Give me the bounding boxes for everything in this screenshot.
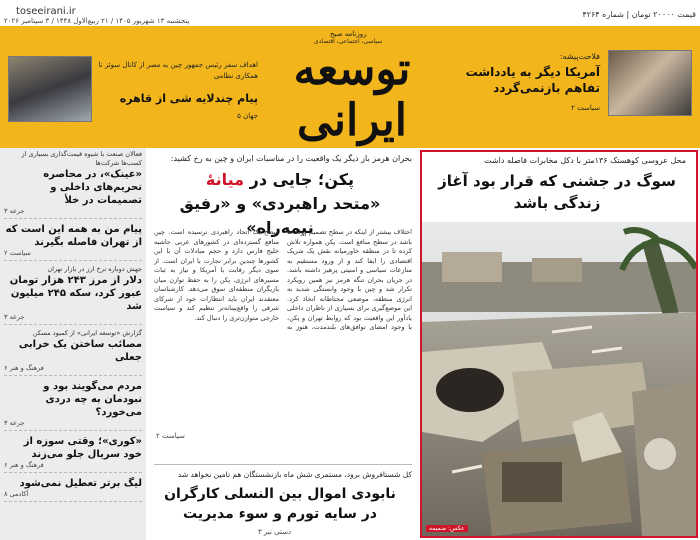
brief-item[interactable] <box>4 380 142 431</box>
brief-headline[interactable]: مردم می‌گویند بود و نبودمان به چه دردی می‌خورد؟ <box>43 381 142 418</box>
story-headline[interactable]: سوگ در جشنی که قرار بود آغاز زندگی باشد <box>438 172 676 212</box>
center-story <box>148 148 418 540</box>
brief-item[interactable] <box>4 150 142 219</box>
headline-highlight: میانهٔ <box>205 170 245 189</box>
brief-item[interactable] <box>4 223 142 261</box>
photo-caption: عکس: ضمیمه <box>426 525 468 532</box>
lead-photo <box>422 222 696 536</box>
brief-item[interactable] <box>4 329 142 376</box>
lead-story[interactable] <box>420 150 698 538</box>
story-section: دستی نبر ۳ <box>258 528 292 536</box>
story-section: سیاست ۲ <box>571 104 600 112</box>
story-body: اختلاف بیشتر از اینکه در سطح تصمیم دولت‌ها باشد در سطح منافع است. پکن همواره تلاش کرده تا در منطقه خاورمیانه نقش یک شریک اقتصادی را ایفا کند و از ورود مستقیم به منازعات سیاسی و امنیتی پرهیز داشته باشد. در جریان بحران تنگه هرمز نیز همین رویکرد تکرار شد و چین با وجود وابستگی شدید به انرژی منطقه، موضعی محتاطانه اتخاذ کرد. این موضع‌گیری برای بسیاری از ناظران داخلی یادآور این واقعیت بود که روابط تهران و پکن، با وجود امضای توافق‌های بلندمدت، هنوز به سطح یک اتحاد راهبردی نرسیده است. چین منافع گسترده‌ای در کشورهای عربی حاشیه خلیج فارس دارد و حجم مبادلات آن با این کشورها چندین برابر تجارت با ایران است. از سوی دیگر رقابت با آمریکا و نیاز به ثبات مسیرهای انرژی، پکن را به حفظ توازن میان بازیگران منطقه‌ای سوق می‌دهد. کارشناسان معتقدند ایران باید انتظارات خود از شرکای شرقی را واقع‌بینانه‌تر تنظیم کند و سیاست خارجی متوازن‌تری را دنبال کند. <box>154 228 412 331</box>
divider <box>154 464 412 465</box>
story-kicker: فلاحت‌پیشه: <box>559 52 600 61</box>
brief-item[interactable] <box>4 435 142 473</box>
brief-headline[interactable]: دلار از مرز ۲۴۳ هزار تومان عبور کرد، سکه ۲۴۵ میلیون شد <box>9 275 142 312</box>
headline-part: «متحد راهبردی» و «رفیق نیمه‌راه» <box>179 194 381 237</box>
headline-part: پکن؛ جایی در <box>244 170 355 189</box>
top-info-strip <box>0 0 700 26</box>
brief-headline[interactable]: لیگ برتر تعطیل نمی‌شود <box>19 478 142 489</box>
logo-subtitle: روزنامه صبح <box>330 30 367 38</box>
story-kicker: محل عروسی کوهستک ۱۳۶متر با دکل مخابرات فاصله داشت <box>484 156 686 165</box>
masthead-story-left[interactable] <box>8 56 258 146</box>
destroyed-house-image <box>422 222 696 536</box>
brief-headline[interactable]: مصائب ساختن یک خرابی جعلی <box>18 339 142 363</box>
briefs-column <box>0 148 146 540</box>
story-photo <box>608 50 692 116</box>
brief-headline[interactable]: پیام من به همه این است که از تهران فاصله بگیرند <box>5 224 142 248</box>
newspaper-logo[interactable]: توسعه ایرانی <box>293 44 411 146</box>
masthead <box>0 26 700 148</box>
brief-item[interactable] <box>4 265 142 325</box>
story-dek: اهداف سفر رئیس جمهور چین به مصر از کانال سوئز تا همکاری نظامی <box>98 61 258 80</box>
brief-section: جرعه ۳ <box>4 419 25 427</box>
brief-section: جرعه ۳ <box>4 313 25 321</box>
logo-tagline: سیاسی، اجتماعی، اقتصادی <box>314 38 383 45</box>
brief-dek: جهش دوباره نرخ ارز در بازار تهران <box>47 265 142 273</box>
story-headline[interactable]: نابودی اموال بین النسلی کارگران در سایه تورم و سوء مدیریت <box>164 486 396 522</box>
brief-dek: گزارش «توسعه ایرانی» از کمبود مسکن <box>32 329 142 337</box>
brief-section: فرهنگ و هنر ۶ <box>4 461 44 469</box>
brief-headline[interactable]: «کوری»؛ وقتی سوزه از خود سریال جلو می‌زند <box>23 436 142 460</box>
site-url[interactable]: toseeirani.ir <box>16 6 76 17</box>
masthead-story-right[interactable] <box>444 50 692 150</box>
brief-section: فرهنگ و هنر ۶ <box>4 364 44 372</box>
issue-date: پنجشنبه ۱۳ شهریور ۱۴۰۵ / ۲۱ ربیع‌الاول ۱۴۴۸ / ۳ سپتامبر ۲۰۲۶ <box>4 17 190 25</box>
brief-item[interactable] <box>4 477 142 502</box>
brief-headline[interactable]: «عینک»، در محاصره تحریم‌های داخلی و تصمیمات در خلأ <box>43 169 142 206</box>
story-section: جهان ۵ <box>237 112 258 120</box>
story-headline[interactable]: پیام چندلایه شی از قاهره <box>119 92 258 105</box>
story-kicker: کل شستافروش برود، مستمری شش ماه بازنشستگان هم تامین نخواهد شد <box>177 470 412 479</box>
brief-section: آکادمی ۸ <box>4 490 29 498</box>
story-headline[interactable]: آمریکا دیگر به یادداشت تفاهم بازنمی‌گردد <box>465 65 600 95</box>
brief-section: سیاست ۲ <box>4 249 31 257</box>
price-issue: قیمت ۲۰۰۰۰ تومان | شماره ۴۲۶۴ <box>582 10 696 19</box>
brief-dek: فعالان صنعت با شیوه قیمت‌گذاری بسیاری از کسب‌ها شرکت‌ها <box>21 150 142 167</box>
story-photo <box>8 56 92 122</box>
brief-section: جرعه ۳ <box>4 207 25 215</box>
story-kicker: بحران هرمز باز دیگر یک واقعیت را در مناسبات ایران و چین به رخ کشید: <box>170 154 412 163</box>
story-section: سیاست ۲ <box>156 432 185 440</box>
